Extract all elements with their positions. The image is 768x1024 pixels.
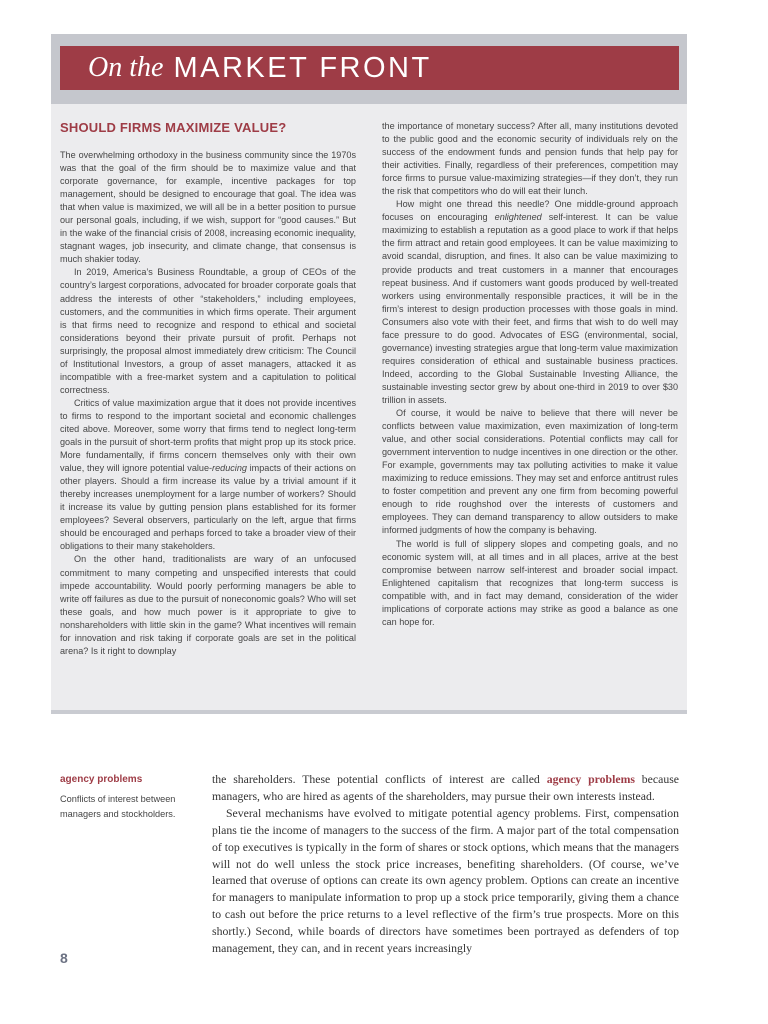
article-paragraph: The world is full of slippery slopes and competing goals, and no economic system will, at all times and in all places, arrive at the best compromise between narrow self-interest and broader social impact. Enlightened capitalism that recognizes that long-term success is compatible with, and in fact may demand, consideration of the wider implications of corporate actions may strike as good a balance as one can hope for. — [382, 538, 678, 627]
key-term: agency problems — [546, 773, 635, 786]
main-body-text — [212, 772, 679, 958]
page-number: 8 — [60, 950, 68, 966]
banner-title: MARKET FRONT — [173, 51, 432, 84]
text-run: self-interest. It can be value maximizing to establish a reputation as a good place to work if that helps the firm attract and retain good employees. It can be value maximizing to avoid scandal, disruption, and fines. It also can be value maximizing to provide products and treat customers in a manner that encourages repeat business. And if customers want goods produced by well-treated workers using environmentally responsible practices, it will be in the firm’s interest to design production processes with those goals in mind. Consumers also vote with their feet, and firms that wish to do well may face pressure to do good. Advocates of ESG (environmental, social, governance) investing strategies argue that long-term value maximization requires consideration of ethical and sustainable business practices. Indeed, according to the Global Sustainable Investing Alliance, the sustainable investing sector grew by about one-third in 2019 to over $30 trillion in assets. — [382, 212, 679, 405]
article-column-left — [60, 118, 356, 658]
text-run: because managers, who are hired as agents of the shareholders, may pursue their own interests instead. — [212, 773, 679, 803]
banner-frame — [51, 34, 687, 104]
margin-glossary — [60, 773, 200, 822]
article-paragraph: The overwhelming orthodoxy in the business community since the 1970s was that the goal of the firm should be to maximize value and that corporate governance, for example, incentive packages for top management, should be designed to encourage that goal. The idea was that when value is maximized, we will all be in a better position to pursue our personal goals, including, if we wish, support for “good causes.” But in the wake of the financial crisis of 2008, increasing economic inequality, stagnant wages, job insecurity, and climate change, that consensus is much shakier today. — [60, 150, 356, 265]
article-paragraph: Of course, it would be naive to believe that there will never be conflicts between value maximization, even maximization of long-term value, and other social considerations. Potential conflicts may call for government intervention to nudge incentives in one direction or the other. For example, governments may tax polluting activities to make it value maximizing to reduce emissions. They may set and enforce antitrust rules to foster competition and prevent any one firm from becoming powerful enough to ride roughshod over the interests of customers and employees. They can demand transparency to allow outsiders to make informed judgments of how the company is behaving. — [382, 408, 679, 536]
box-bottom-rule — [51, 710, 687, 714]
article-paragraph — [60, 397, 356, 554]
body-paragraph: Several mechanisms have evolved to mitigate potential agency problems. First, compensation plans tie the income of managers to the success of the firm. A major part of the total compensation of top executives is typically in the form of shares or stock options, which means that the managers will not do well unless the stock price increases, benefiting shareholders. (Of course, we’ve learned that overuse of options can create its own agency problem. Options can create an incentive for managers to manipulate information to prop up a stock price temporarily, giving them a chance to cash out before the price returns to a level reflective of the firm’s true prospects. More on this shortly.) Second, while boards of directors have sometimes been portrayed as defenders of top management, they can, and in recent years increasingly — [212, 806, 679, 956]
section-banner — [60, 46, 679, 90]
emphasis-text: enlightened — [494, 212, 542, 223]
glossary-definition: Conflicts of interest between managers and stockholders. — [60, 794, 176, 819]
text-run: How might one thread this needle? One middle-ground approach focuses on encouraging — [382, 199, 678, 223]
article-column-right — [382, 120, 678, 629]
article-paragraph: the importance of monetary success? After all, many institutions devoted to the public good and the economic security of individuals rely on the success of the endowment funds and pension funds that help pay for their activities. Finally, regardless of their preferences, competition may force firms to pursue value-maximizing strategies—if they don’t, they run the risk that competitors who do will eat their lunch. — [382, 121, 678, 197]
banner-lead: On the — [88, 52, 164, 83]
text-run: impacts of their actions on other players. Should a firm increase its value by a trivial amount if it thereby increases unemployment for a large number of workers? Should it increase its value by gutting pension plans established for its former employees? Several observers, particularly on the left, argue that firms should be encouraged and perhaps forced to take a broader view of their obligations to their many stakeholders. — [60, 463, 356, 552]
article-paragraph: In 2019, America’s Business Roundtable, a group of CEOs of the country’s largest corporations, advocated for broader corporate goals that address the interests of other “stakeholders,” including employees, customers, and the communities in which firms operate. Their argument is that firms need to recognize and respond to ethical and societal considerations beyond their private pursuit of profit. Perhaps not surprisingly, the proposal almost immediately drew criticism: The Council of Institutional Investors, a group of asset managers, attacked it as incompatible with a free-market system and a capitulation to political correctness. — [60, 267, 356, 395]
emphasis-text: reducing — [212, 463, 247, 474]
body-paragraph — [212, 772, 679, 806]
text-run: Critics of value maximization argue that it does not provide incentives to firms to respond to the important societal and economic challenges cited above. Moreover, some worry that firms tend to neglect long-term goals in the pursuit of short-term profits that might prop up its stock price. More fundamentally, if firms concern themselves only with their own value, they will ignore potential value- — [60, 397, 356, 474]
glossary-term: agency problems — [60, 774, 143, 785]
market-front-box — [51, 34, 687, 714]
article-title: SHOULD FIRMS MAXIMIZE VALUE? — [60, 120, 287, 135]
text-run: the shareholders. These potential conflicts of interest are called — [212, 773, 547, 786]
article-paragraph — [382, 198, 678, 407]
article-paragraph: On the other hand, traditionalists are wary of an unfocused commitment to many competing and unspecified interests that could impede accountability. Would poorly performing managers be able to write off failures as due to the pursuit of noneconomic goals? Who will set these goals, and how much power is it appropriate to give to nonshareholders with little skin in the game? What incentives will remain for innovation and risk taking if corporate goals are set in the political arena? Is it right to downplay — [60, 554, 356, 656]
